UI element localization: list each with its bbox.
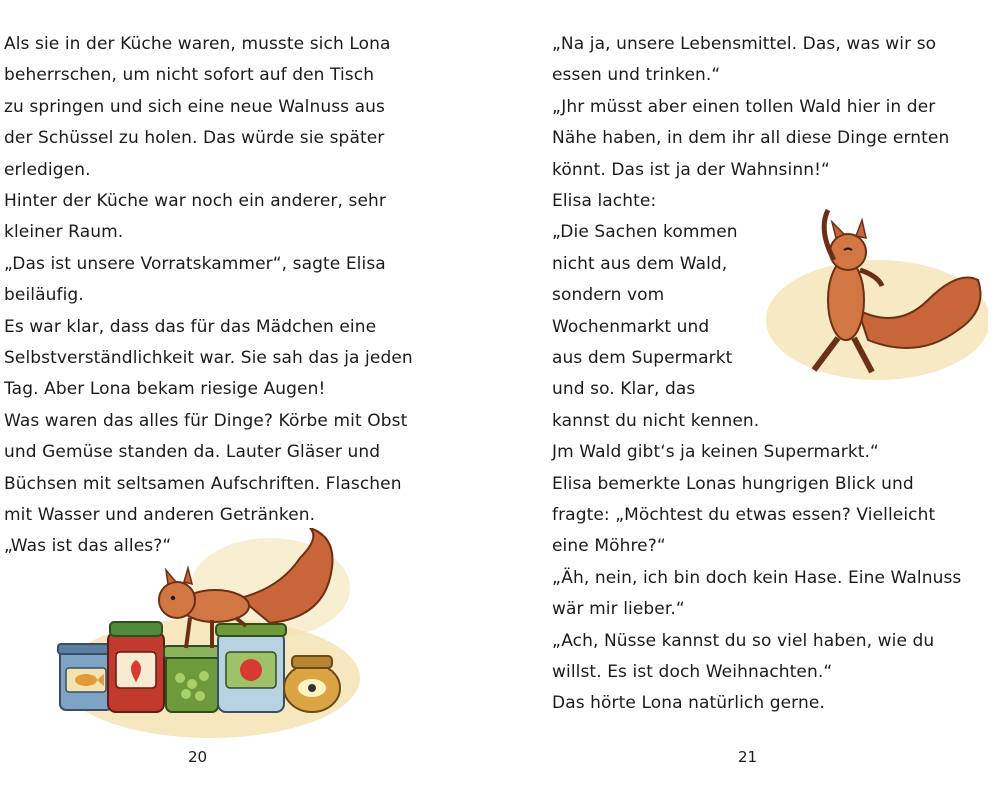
page-number: 20 <box>188 748 208 766</box>
text-line: Selbstverständlichkeit war. Sie sah das ja jeden <box>4 348 413 368</box>
text-line: „Was ist das alles?“ <box>4 536 172 557</box>
text-line: Es war klar, dass das für das Mädchen eine <box>4 316 377 337</box>
text-line: Hinter der Küche war noch ein anderer, sehr <box>4 191 386 211</box>
text-line: „Äh, nein, ich bin doch kein Hase. Eine Walnuss <box>552 567 962 588</box>
text-line: beiläufig. <box>4 285 84 306</box>
text-line: Als sie in der Küche waren, musste sich Lona <box>4 34 391 54</box>
jar-blue-fish <box>58 644 114 710</box>
text-line: Nähe haben, in dem ihr all diese Dinge ernten <box>552 128 950 149</box>
text-line: Elisa lachte: <box>552 191 657 211</box>
text-line: der Schüssel zu holen. Das würde sie später <box>4 128 385 149</box>
text-line: kleiner Raum. <box>4 222 124 243</box>
text-line: Was waren das alles für Dinge? Körbe mit Obst <box>4 410 408 431</box>
text-line: „Ach, Nüsse kannst du so viel haben, wie du <box>552 630 935 651</box>
page-number: 21 <box>738 748 758 766</box>
text-line: nicht aus dem Wald, <box>552 253 728 274</box>
text-line: sondern vom <box>552 285 665 306</box>
text-line: Büchsen mit seltsamen Aufschriften. Flaschen <box>4 473 402 494</box>
jar-honey <box>284 656 340 712</box>
squirrel-on-jars-illustration <box>40 528 360 748</box>
text-line: „Jhr müsst aber einen tollen Wald hier in der <box>552 96 936 117</box>
text-line: Wochenmarkt und <box>552 316 710 337</box>
text-line: „Das ist unsere Vorratskammer“, sagte Elisa <box>4 253 386 274</box>
text-line: und Gemüse standen da. Lauter Gläser und <box>4 442 381 463</box>
text-line: Jm Wald gibt‘s ja keinen Supermarkt.“ <box>552 442 879 463</box>
text-line: essen und trinken.“ <box>552 65 721 86</box>
text-line: beherrschen, um nicht sofort auf den Tisch <box>4 65 375 86</box>
text-line: und so. Klar, das <box>552 379 696 400</box>
jar-tomato <box>216 624 286 712</box>
text-line: „Na ja, unsere Lebensmittel. Das, was wir so <box>552 34 937 54</box>
text-line: kannst du nicht kennen. <box>552 410 760 431</box>
text-line: aus dem Supermarkt <box>552 348 733 368</box>
jar-green-peas <box>164 646 220 712</box>
text-line: Elisa bemerkte Lonas hungrigen Blick und <box>552 473 914 494</box>
text-line: „Die Sachen kommen <box>552 222 738 243</box>
text-line: Das hörte Lona natürlich gerne. <box>552 693 825 714</box>
text-line: Tag. Aber Lona bekam riesige Augen! <box>4 379 326 400</box>
jar-red-strawberry <box>108 622 164 712</box>
text-line: fragte: „Möchtest du etwas essen? Vielleicht <box>552 505 936 525</box>
text-line: eine Möhre?“ <box>552 536 666 557</box>
dancing-squirrel-illustration <box>748 200 988 390</box>
text-line: mit Wasser und anderen Getränken. <box>4 505 316 525</box>
text-line: wär mir lieber.“ <box>552 599 685 620</box>
text-line: könnt. Das ist ja der Wahnsinn!“ <box>552 159 830 180</box>
text-line: willst. Es ist doch Weihnachten.“ <box>552 662 833 682</box>
right-page <box>500 0 1000 800</box>
text-line: zu springen und sich eine neue Walnuss aus <box>4 96 385 117</box>
text-line: erledigen. <box>4 159 91 180</box>
